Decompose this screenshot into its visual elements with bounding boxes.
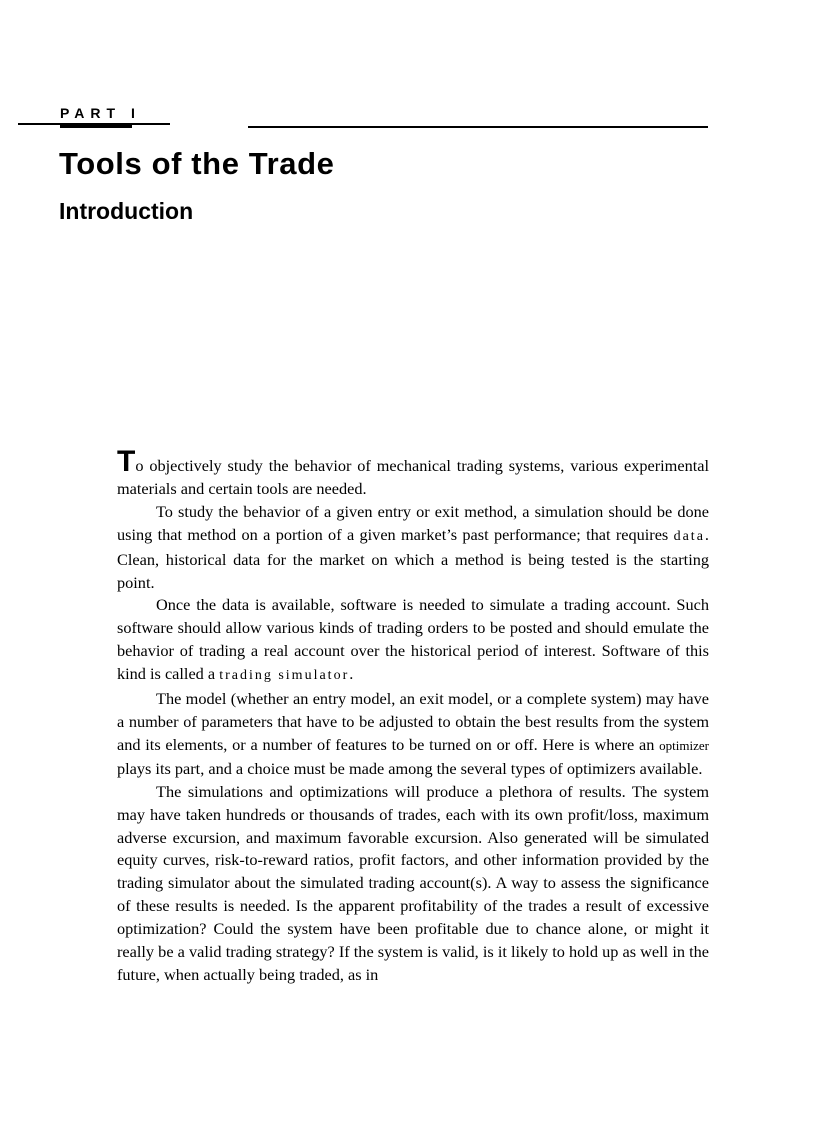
body-text [117,445,709,987]
header-rule-left-accent [60,125,132,128]
chapter-title: Tools of the Trade [59,146,335,181]
paragraph-1 [117,445,709,501]
paragraph-text: plays its part, and a choice must be made among the several types of optimizers available. [117,758,703,778]
paragraph-2 [117,501,709,595]
paragraph-text: To study the behavior of a given entry or exit method, a simulation should be done using that method on a portion of a given market’s past performance; that requires [117,501,709,544]
paragraph-text: . Clean, historical data for the market on which a method is being tested is the starting point. [117,524,709,592]
paragraph-text: The model (whether an entry model, an exit model, or a complete system) may have a number of parameters that have to be adjusted to obtain the best results from the system and its elements, or a number of features to be turned on or off. Here is where an [117,689,709,754]
paragraph-3 [117,594,709,688]
paragraph-4 [117,688,709,781]
paragraph-text: o objectively study the behavior of mechanical trading systems, various experimental materials and certain tools are needed. [117,456,709,498]
paragraph-text: The simulations and optimizations will produce a plethora of results. The system may have taken hundreds or thousands of trades, each with its own profit/loss, maximum adverse excursion, and maximum favorable excursion. Also generated will be simulated equity curves, risk-to-reward ratios, profit factors, and other information provided by the trading simulator about the simulated trading account(s). A way to assess the significance of these results is needed. Is the apparent profitability of the trades a result of excessive optimization? Could the system have been profitable due to chance alone, or might it really be a valid trading strategy? If the system is valid, is it likely to hold up as well in the future, when actually being traded, as in [117,781,709,984]
paragraph-text: Once the data is available, software is needed to simulate a trading account. Such software should allow various kinds of trading orders to be posted and should emulate the behavior of trading a real account over the historical period of interest. Software of this kind is called a [117,595,709,684]
paragraph-5 [117,781,709,987]
paragraph-text: . [349,664,354,684]
header-rule-right [248,126,708,128]
section-title: Introduction [59,198,194,224]
emphasized-term: data [673,528,705,544]
part-label: PART I [60,105,141,121]
emphasized-term: trading simulator [219,668,350,684]
drop-cap: T [117,445,136,478]
emphasized-term: optimizer [659,737,709,753]
